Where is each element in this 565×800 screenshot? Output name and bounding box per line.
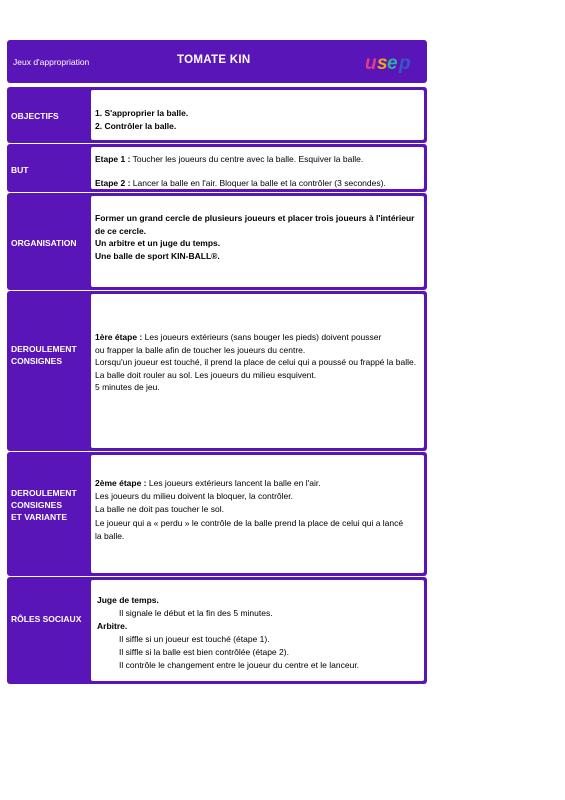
etape-1-line: La balle doit rouler au sol. Les joueurs du milieu esquivent.: [95, 369, 317, 380]
etape-2-line: Le joueur qui a « perdu » le contrôle de la balle prend la place de celui qui a lancé: [95, 517, 404, 528]
svg-text:u: u: [365, 53, 377, 74]
etape-2-line: La balle ne doit pas toucher le sol.: [95, 504, 225, 515]
etape-1-line: ou frapper la balle afin de toucher les joueurs du centre.: [95, 344, 306, 355]
organisation-line: Un arbitre et un juge du temps.: [95, 238, 221, 249]
objectif-1: 1. S'approprier la balle.: [95, 108, 189, 118]
content-objectifs: [91, 90, 424, 140]
role-juge-title: Juge de temps.: [97, 595, 159, 605]
svg-text:p: p: [399, 53, 411, 74]
etape-2-line: Les joueurs du milieu doivent la bloquer, la contrôler.: [95, 491, 293, 502]
row-organisation: [7, 193, 427, 290]
row-objectifs: [7, 87, 427, 143]
but-etape-2: Etape 2 : Lancer la balle en l'air. Bloquer la balle et la contrôler (3 secondes).: [95, 178, 386, 188]
sheet-category: Jeux d'appropriation: [13, 57, 90, 67]
content-roles: [91, 580, 424, 681]
content-deroulement-2: [91, 455, 424, 573]
but-etape-1: Etape 1 : Toucher les joueurs du centre avec la balle. Esquiver la balle.: [95, 154, 364, 164]
row-label-deroulement-1: DEROULEMENT CONSIGNES: [11, 344, 77, 366]
etape-2-line: la balle.: [95, 530, 125, 541]
content-deroulement-1: [91, 294, 424, 448]
organisation-line: de ce cercle.: [95, 225, 147, 236]
role-arbitre-line: Il siffle si la balle est bien contrôlée (étape 2).: [119, 647, 289, 657]
row-but: [7, 144, 427, 192]
row-label-deroulement-2: DEROULEMENT CONSIGNES ET VARIANTE: [11, 488, 77, 522]
content-organisation: [91, 196, 424, 287]
row-deroulement-2: [7, 452, 427, 576]
row-label-organisation: ORGANISATION: [11, 238, 77, 248]
row-roles-sociaux: [7, 577, 427, 684]
sheet-title: TOMATE KIN: [177, 54, 251, 66]
objectif-2: 2. Contrôler la balle.: [95, 120, 177, 131]
role-arbitre-title: Arbitre.: [97, 621, 128, 631]
header-bar: [7, 40, 427, 83]
role-arbitre-line: Il siffle si un joueur est touché (étape 1).: [119, 634, 270, 644]
row-label-objectifs: OBJECTIFS: [11, 111, 59, 121]
organisation-line: Une balle de sport KIN-BALL®.: [95, 250, 220, 261]
content-but: [91, 147, 424, 189]
role-juge-line: Il signale le début et la fin des 5 minutes.: [119, 608, 273, 618]
etape-1-line: 5 minutes de jeu.: [95, 382, 160, 393]
etape-2-intro: 2ème étape : Les joueurs extérieurs lancent la balle en l'air.: [95, 478, 321, 488]
role-arbitre-line: Il contrôle le changement entre le joueur du centre et le lanceur.: [119, 660, 360, 670]
svg-text:e: e: [387, 53, 398, 74]
row-label-roles: RÔLES SOCIAUX: [11, 614, 82, 624]
svg-text:s: s: [377, 53, 388, 74]
organisation-line: Former un grand cercle de plusieurs joueurs et placer trois joueurs à l'intérieur: [95, 213, 415, 223]
etape-1-intro: 1ère étape : Les joueurs extérieurs (sans bouger les pieds) doivent pousser: [95, 332, 382, 342]
row-deroulement-1: [7, 291, 427, 451]
usep-logo: [359, 46, 419, 80]
row-label-but: BUT: [11, 165, 29, 175]
etape-1-line: Lorsqu'un joueur est touché, il prend la place de celui qui a poussé ou frappé la balle.: [95, 357, 417, 368]
